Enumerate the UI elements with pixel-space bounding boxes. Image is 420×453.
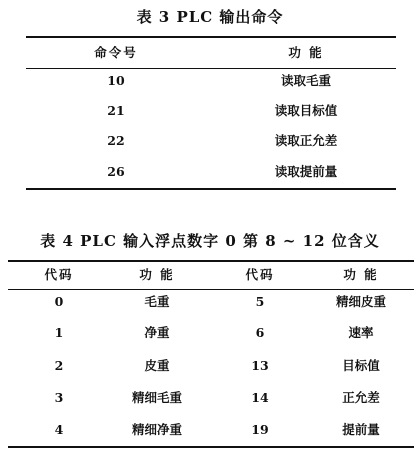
table3-row-code: 21 <box>107 103 125 118</box>
table4-header-code-2: 代码 <box>245 267 275 282</box>
table3-row-function: 读取目标值 <box>274 103 338 118</box>
table4-bottom-rule <box>8 446 414 448</box>
table4-row-code-1: 2 <box>54 358 64 373</box>
table3-caption: 表 3 PLC 输出命令 <box>136 8 284 26</box>
table4-row-code-2: 6 <box>255 325 265 340</box>
table4-top-rule <box>8 260 414 262</box>
table3-row-function: 读取正允差 <box>274 133 338 148</box>
table4-row-function-2: 精细皮重 <box>335 294 386 309</box>
table4-row-code-2: 19 <box>251 422 269 437</box>
table3-row-function: 读取毛重 <box>280 73 331 88</box>
table4-header-function-2: 功 能 <box>343 267 379 282</box>
table4-row-code-2: 13 <box>251 358 269 373</box>
table4-row-function-2: 正允差 <box>342 390 380 405</box>
table4-row-function-1: 净重 <box>144 325 170 340</box>
table4-row-function-2: 速率 <box>348 325 374 340</box>
table4-row-function-1: 皮重 <box>144 358 170 373</box>
table4-row-code-1: 3 <box>54 390 64 405</box>
table3-header-code: 命令号 <box>94 45 138 60</box>
table4-row-function-1: 精细净重 <box>131 422 182 437</box>
table4-row-function-1: 毛重 <box>144 294 170 309</box>
table4-row-code-2: 14 <box>251 390 269 405</box>
table4-header-code-1: 代码 <box>44 267 74 282</box>
table3-header-rule <box>26 68 396 69</box>
table3-row-code: 22 <box>107 133 125 148</box>
table3-bottom-rule <box>26 188 396 190</box>
table4-row-code-1: 0 <box>54 294 64 309</box>
table4-row-function-2: 目标值 <box>342 358 380 373</box>
table3-header-function: 功 能 <box>288 45 324 60</box>
table3-row-code: 10 <box>107 73 125 88</box>
table4-row-function-2: 提前量 <box>342 422 380 437</box>
table4-caption: 表 4 PLC 输入浮点数字 0 第 8 ~ 12 位含义 <box>40 232 380 250</box>
table4-row-code-1: 1 <box>54 325 64 340</box>
table4-row-code-2: 5 <box>255 294 265 309</box>
table4-header-rule <box>8 289 414 290</box>
table3-row-code: 26 <box>107 164 125 179</box>
table4-row-code-1: 4 <box>54 422 64 437</box>
table3-top-rule <box>26 36 396 38</box>
table3-row-function: 读取提前量 <box>274 164 338 179</box>
table4-row-function-1: 精细毛重 <box>131 390 182 405</box>
table4-header-function-1: 功 能 <box>139 267 175 282</box>
